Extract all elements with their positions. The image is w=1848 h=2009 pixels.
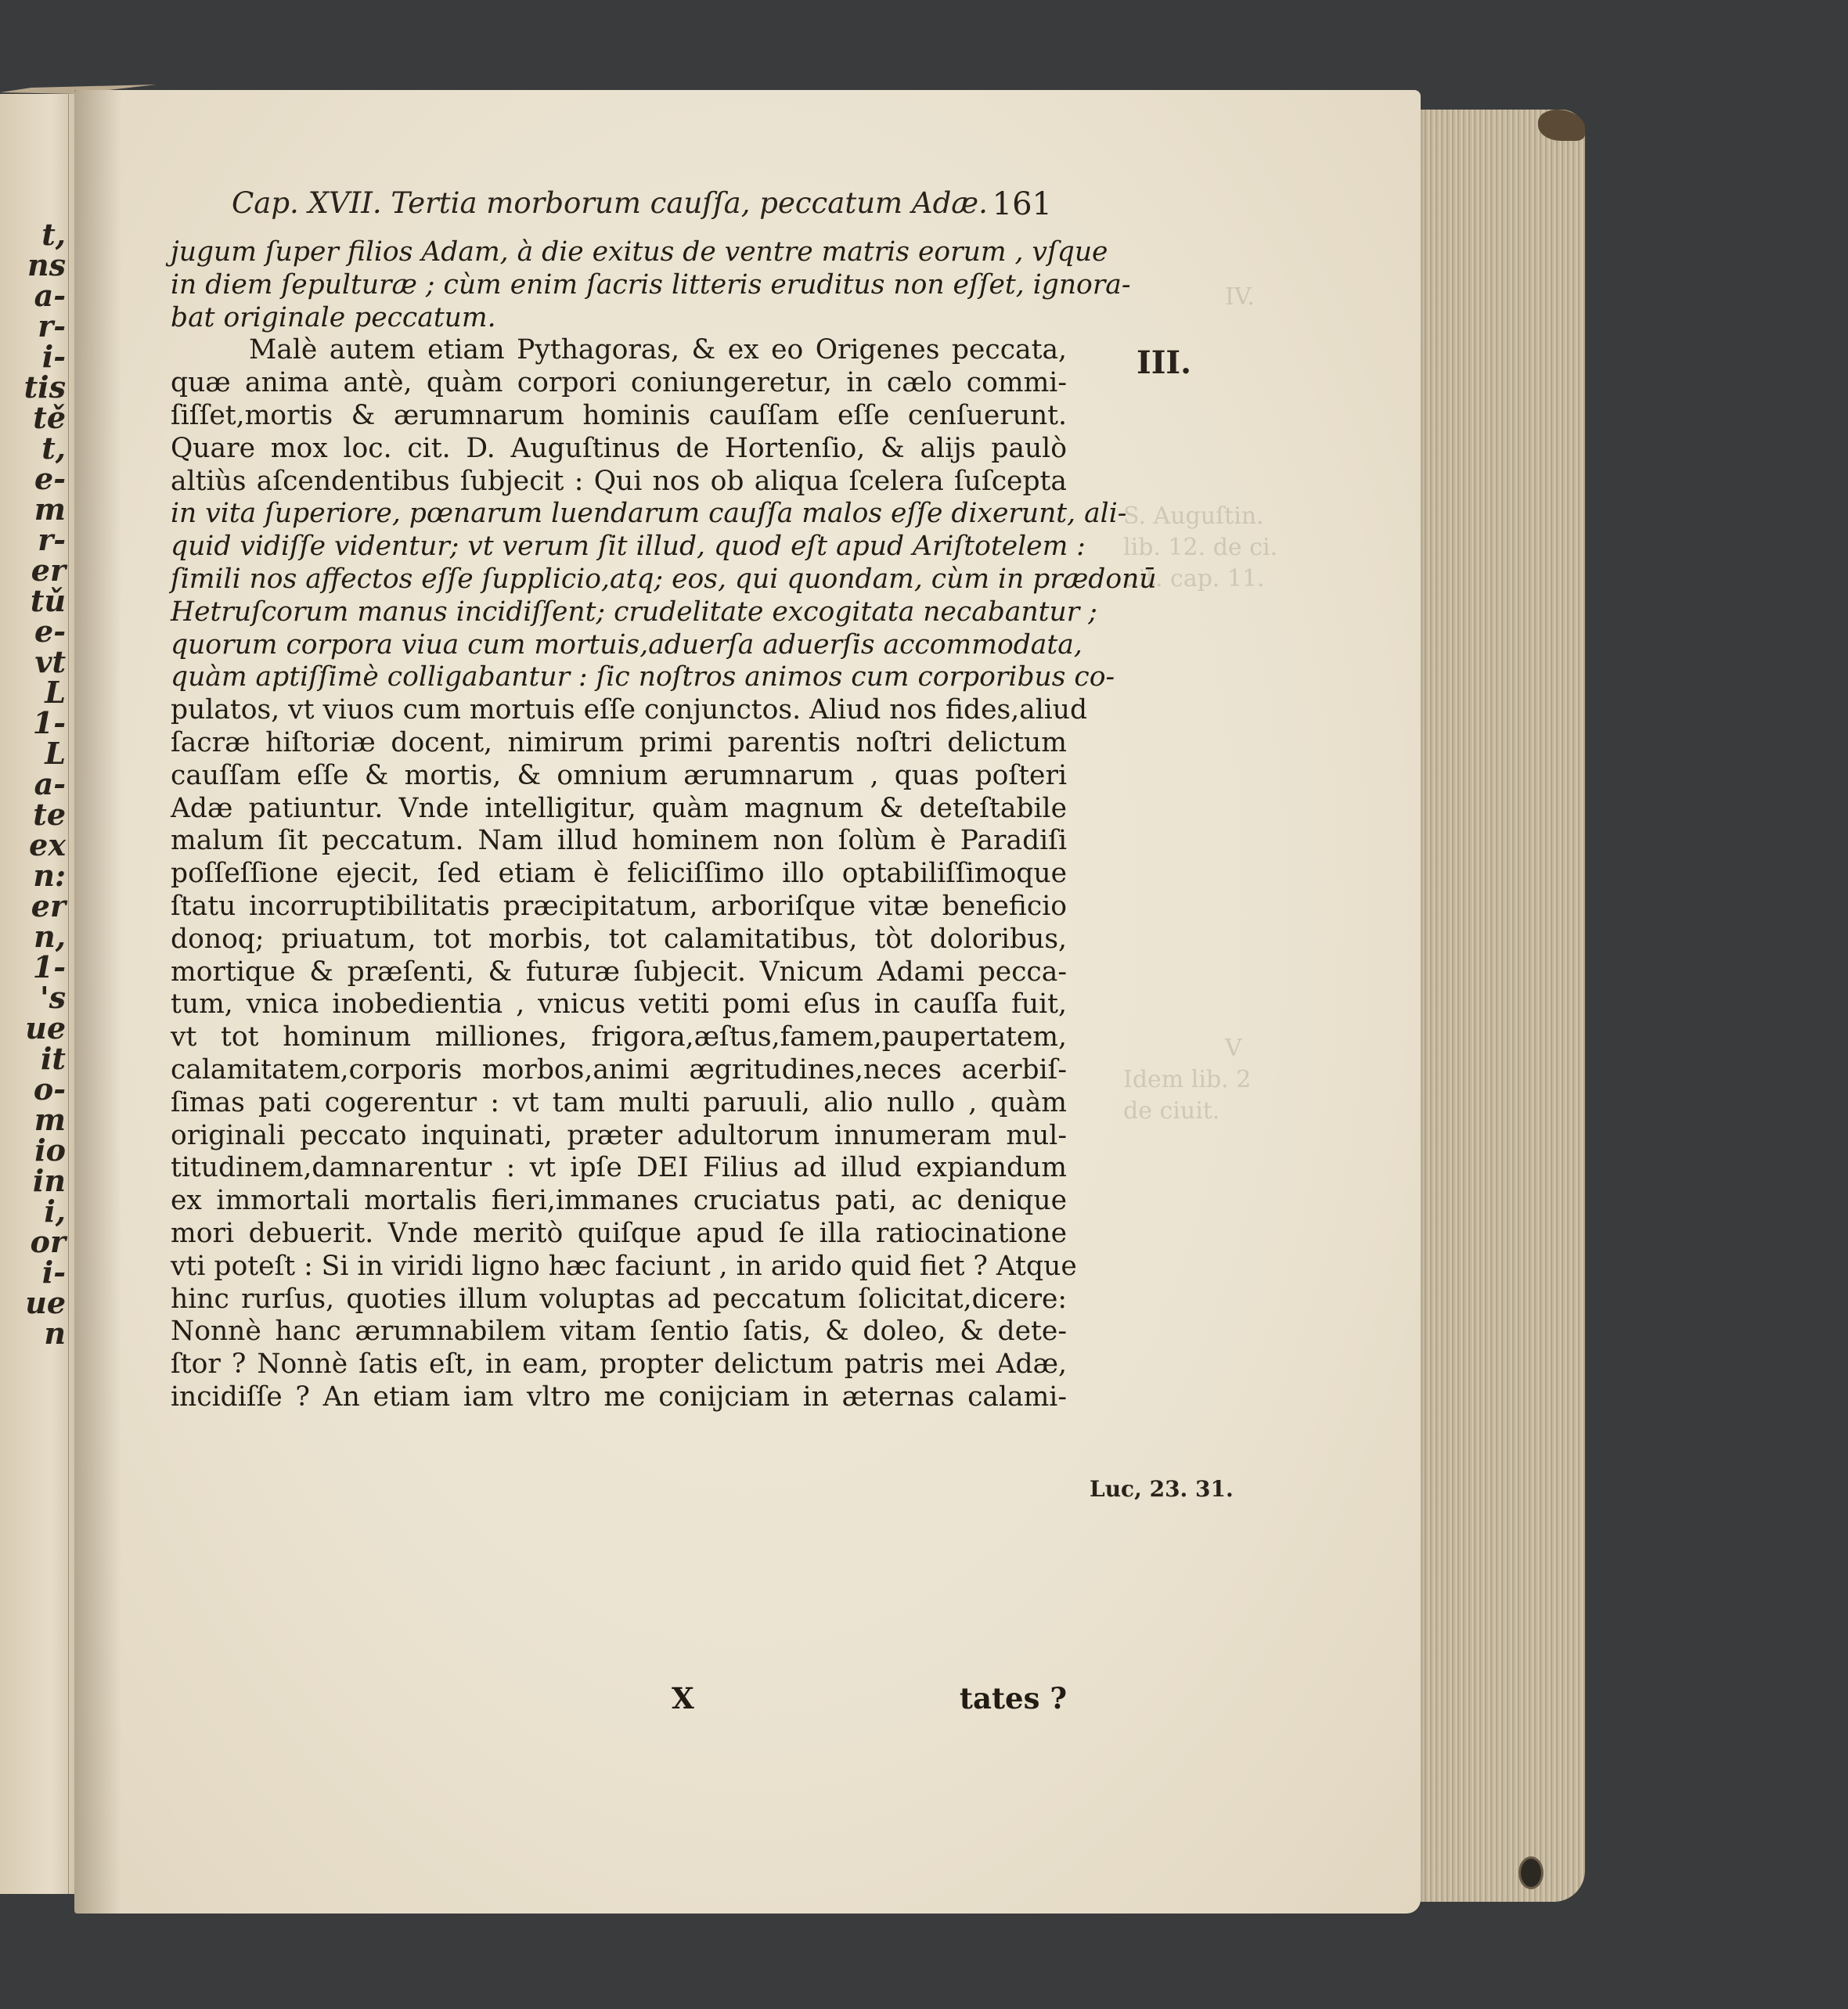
text-line: hinc rurſus, quoties illum voluptas ad peccatum ſolicitat,dicere: bbox=[171, 1283, 1067, 1315]
left-page-edge bbox=[0, 94, 86, 1894]
bleed-through-line: V bbox=[1225, 1035, 1242, 1062]
left-page-fragment: vt bbox=[34, 644, 66, 679]
left-page-fragment: o- bbox=[33, 1071, 66, 1107]
left-page-fragment: tis bbox=[23, 369, 66, 405]
text-line: ſimili nos affectos eſſe ſupplicio,atq; eos, qui quondam, cùm in prædonū bbox=[171, 563, 1157, 595]
left-page-fragment: e- bbox=[34, 614, 66, 649]
left-page-fragment: a- bbox=[34, 278, 66, 313]
text-line: ſtatu incorruptibilitatis præcipitatum, arboriſque vitæ beneficio bbox=[171, 890, 1067, 922]
text-line: mori debuerit. Vnde meritò quiſque apud ſe illa ratiocinatione bbox=[171, 1217, 1067, 1249]
marginal-scripture-reference: Luc, 23. 31. bbox=[1090, 1476, 1234, 1502]
text-line: Quare mox loc. cit. D. Auguſtinus de Hortenſio, & alijs paulò bbox=[171, 432, 1067, 464]
left-page-fragment: n: bbox=[33, 858, 66, 893]
running-head bbox=[232, 186, 1052, 225]
text-line: cauſſam eſſe & mortis, & omnium ærumnarum , quas poſteri bbox=[171, 759, 1067, 791]
left-page-fragment: ue bbox=[25, 1285, 66, 1320]
page-block-fore-edge bbox=[1405, 110, 1585, 1902]
binding-clasp bbox=[1518, 1856, 1544, 1889]
text-line: tum, vnica inobedientia , vnicus vetiti pomi eſus in cauſſa fuit, bbox=[171, 988, 1067, 1021]
bleed-through-line: uit. cap. 11. bbox=[1123, 565, 1265, 592]
left-page-fragment: n, bbox=[34, 919, 66, 954]
text-line: ſtor ? Nonnè ſatis eſt, in eam, propter delictum patris mei Adæ, bbox=[171, 1348, 1067, 1381]
left-page-fragment: n bbox=[44, 1316, 66, 1351]
text-line: vti poteſt : Si in viridi ligno hæc faciunt , in arido quid fiet ? Atque bbox=[171, 1250, 1077, 1282]
text-line: in diem ſepulturæ ; cùm enim ſacris litteris eruditus non eſſet, ignora- bbox=[171, 268, 1131, 301]
left-page-fragment: er bbox=[31, 553, 66, 588]
signature-mark: X bbox=[672, 1681, 694, 1716]
running-head-title: Cap. XVII. Tertia morborum cauſſa, peccatum Adæ. bbox=[232, 186, 988, 220]
bleed-through-line: de ciuit. bbox=[1123, 1097, 1220, 1125]
text-line: bat originale peccatum. bbox=[171, 301, 496, 333]
left-page-fragment: t, bbox=[41, 217, 66, 252]
text-line: calamitatem,corporis morbos,animi ægritudines,neces acerbiſ- bbox=[171, 1053, 1067, 1086]
text-line: jugum ſuper filios Adam, à die exitus de ventre matris eorum , vſque bbox=[171, 236, 1108, 268]
text-line: ſimas pati cogerentur : vt tam multi paruuli, alio nullo , quàm bbox=[171, 1086, 1067, 1118]
left-page-fragment: 's bbox=[39, 980, 66, 1015]
text-line: ex immortali mortalis fieri,immanes cruciatus pati, ac denique bbox=[171, 1185, 1067, 1217]
left-page-fragment: in bbox=[32, 1163, 66, 1198]
text-line: in vita ſuperiore, pœnarum luendarum cauſſa malos eſſe dixerunt, ali- bbox=[171, 498, 1127, 530]
bleed-through-line: Idem lib. 2 bbox=[1123, 1066, 1252, 1093]
gutter-shadow bbox=[74, 90, 121, 1914]
bleed-through-line: S. Auguſtin. bbox=[1123, 502, 1264, 530]
left-page-fragment: L bbox=[45, 675, 66, 710]
left-page-fragment: ex bbox=[29, 827, 66, 862]
text-line: Malè autem etiam Pythagoras, & ex eo Origenes peccata, bbox=[249, 334, 1067, 366]
text-line: poſſeſſione ejecit, ſed etiam è feliciſſimo illo optabiliſſimoque bbox=[171, 858, 1067, 890]
left-page-fragment: tě bbox=[33, 400, 66, 435]
left-page-fragment: r- bbox=[38, 308, 66, 344]
text-line: quæ anima antè, quàm corpori coniungeretur, in cælo commi- bbox=[171, 367, 1067, 399]
text-line: pulatos, vt viuos cum mortuis eſſe conjunctos. Aliud nos fides,aliud bbox=[171, 694, 1088, 726]
left-page-fragment: or bbox=[30, 1224, 66, 1259]
catchword: tates ? bbox=[959, 1681, 1067, 1716]
left-page-fragment: 1- bbox=[32, 949, 66, 985]
bleed-through-text bbox=[1092, 282, 1374, 1221]
left-page-fragment: i- bbox=[41, 339, 66, 374]
left-page-fragment: a- bbox=[34, 766, 66, 801]
text-line: originali peccato inquinati, præter adultorum innumeram mul- bbox=[171, 1119, 1067, 1151]
left-page-fragment: r- bbox=[38, 522, 66, 557]
text-line: ſiſſet,mortis & ærumnarum hominis cauſſam eſſe cenſuerunt. bbox=[171, 399, 1067, 431]
text-line: quorum corpora viua cum mortuis,aduerſa aduerſis accommodata, bbox=[171, 628, 1083, 661]
marginal-section-number: III. bbox=[1137, 344, 1192, 381]
page-footer bbox=[171, 1681, 1067, 1717]
left-page-fragment: t, bbox=[41, 430, 66, 466]
left-page-fragment: it bbox=[41, 1041, 66, 1076]
left-page-fragment: e- bbox=[34, 461, 66, 496]
left-page-fragment: m bbox=[34, 1102, 66, 1137]
text-line: altiùs aſcendentibus ſubjecit : Qui nos ob aliqua ſcelera ſuſcepta bbox=[171, 465, 1067, 497]
left-page-fragment: m bbox=[34, 491, 66, 527]
text-line: malum ſit peccatum. Nam illud hominem non ſolùm è Paradiſi bbox=[171, 825, 1067, 857]
bleed-through-line: lib. 12. de ci. bbox=[1123, 534, 1278, 561]
page-number: 161 bbox=[992, 186, 1052, 222]
left-page-fragment: ue bbox=[25, 1010, 66, 1046]
bleed-through-line: IV. bbox=[1225, 283, 1255, 311]
text-line: vt tot hominum milliones, frigora,æſtus,famem,paupertatem, bbox=[171, 1021, 1067, 1053]
left-page-fragment: io bbox=[34, 1132, 66, 1168]
left-page-fragment: i- bbox=[41, 1255, 66, 1290]
text-line: Adæ patiuntur. Vnde intelligitur, quàm magnum & deteſtabile bbox=[171, 792, 1067, 824]
text-line: Nonnè hanc ærumnabilem vitam ſentio ſatis, & doleo, & dete- bbox=[171, 1316, 1067, 1348]
text-line: quàm aptiſſimè colligabantur : ſic noſtros animos cum corporibus co- bbox=[171, 661, 1115, 693]
text-line: titudinem,damnarentur : vt ipſe DEI Filius ad illud expiandum bbox=[171, 1152, 1067, 1184]
text-line: ſacræ hiſtoriæ docent, nimirum primi parentis noſtri delictum bbox=[171, 726, 1067, 758]
text-line: incidiſſe ? An etiam iam vltro me conijciam in æternas calami- bbox=[171, 1381, 1067, 1413]
left-page-fragment: L bbox=[45, 736, 66, 771]
left-page-fragment: 1- bbox=[32, 705, 66, 740]
left-page-gutter-line bbox=[68, 94, 69, 1894]
text-line: quid vidiſſe videntur; vt verum ſit illud, quod eſt apud Ariſtotelem : bbox=[171, 531, 1086, 563]
left-page-fragment: te bbox=[33, 797, 66, 832]
text-line: donoq; priuatum, tot morbis, tot calamitatibus, tòt doloribus, bbox=[171, 923, 1067, 955]
left-page-fragment: tǔ bbox=[30, 583, 66, 618]
left-page-text-fragments bbox=[0, 217, 66, 1351]
left-page-fragment: er bbox=[31, 888, 66, 923]
body-text bbox=[171, 236, 1157, 1414]
text-line: Hetruſcorum manus incidiſſent; crudelitate excogitata necabantur ; bbox=[171, 596, 1097, 628]
left-page-fragment: i, bbox=[44, 1194, 66, 1229]
left-page-fragment: ns bbox=[27, 247, 66, 283]
text-line: mortique & præſenti, & futuræ ſubjecit. Vnicum Adami pecca- bbox=[171, 956, 1067, 988]
